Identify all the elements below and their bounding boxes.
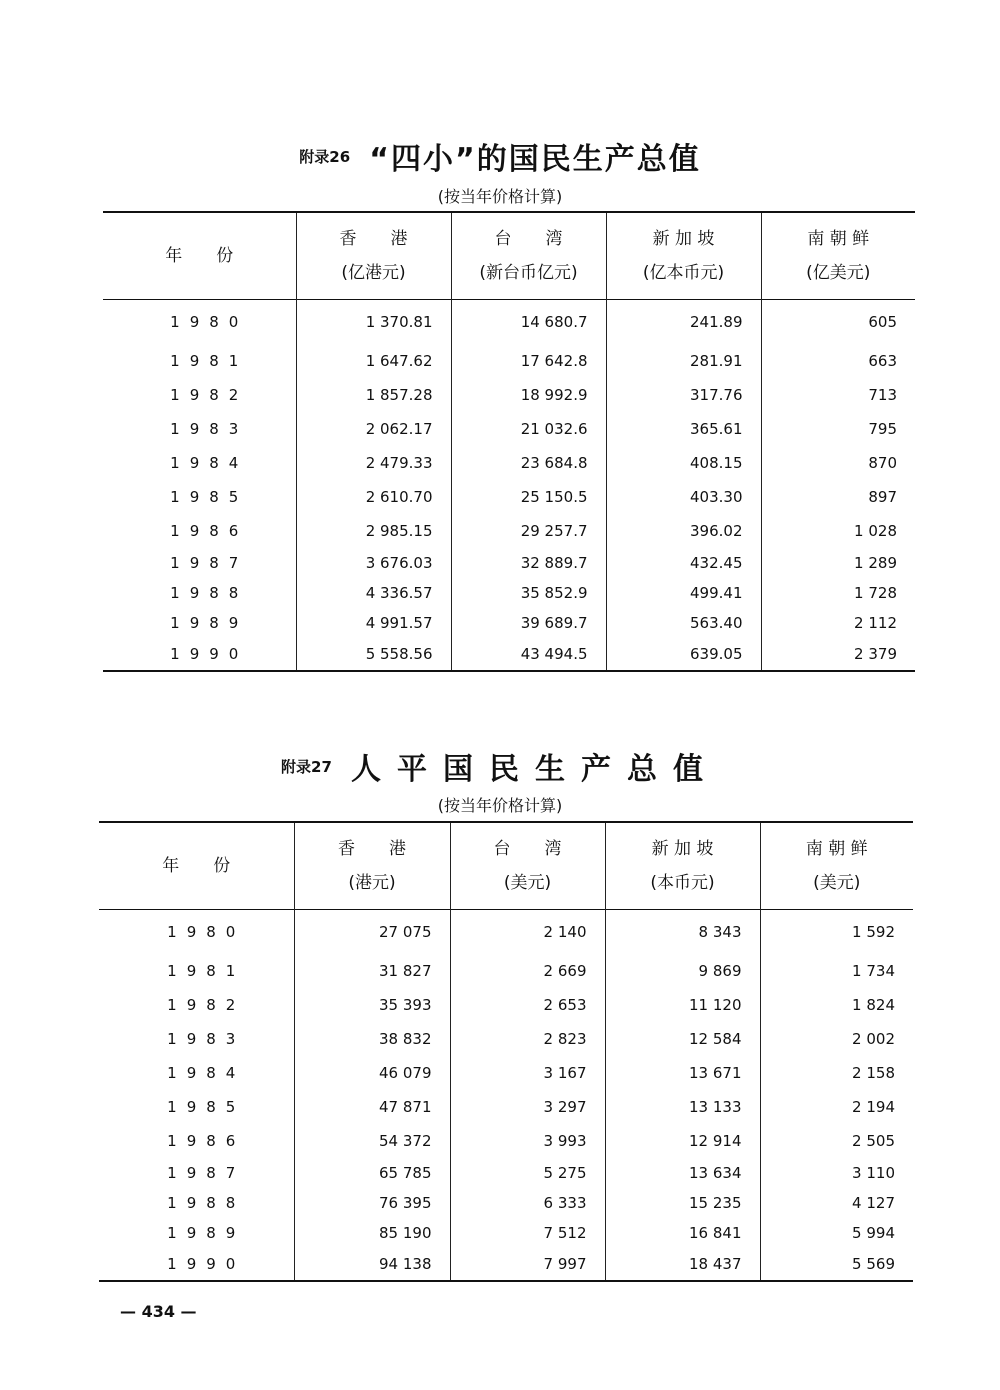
value-cell: 21 032.6: [451, 412, 606, 446]
table-row: [103, 446, 915, 480]
table26-header-name: 年 份: [165, 246, 234, 266]
table-row: [103, 638, 915, 671]
value-cell: 1 370.81: [296, 300, 451, 345]
value-cell: 2 985.15: [296, 514, 451, 548]
table-row: [103, 578, 915, 608]
year-cell: 1981: [167, 962, 246, 980]
table-row: [103, 480, 915, 514]
table-row: [99, 1248, 913, 1281]
table27-header-2: [450, 822, 605, 910]
value-cell: 663: [761, 344, 915, 378]
value-cell: 563.40: [606, 608, 761, 638]
table26-header-4: [761, 212, 915, 300]
table-row: [103, 412, 915, 446]
table26-header-unit: (亿本币元): [642, 263, 725, 283]
value-cell: 2 140: [450, 910, 605, 955]
table-row: [99, 1090, 913, 1124]
table26-title-row: [0, 134, 1000, 178]
value-cell: 2 062.17: [296, 412, 451, 446]
value-cell: 2 194: [760, 1090, 913, 1124]
value-cell: 403.30: [606, 480, 761, 514]
table-row: [99, 1158, 913, 1188]
value-cell: 12 584: [605, 1022, 760, 1056]
table26-header-3: [606, 212, 761, 300]
table26-label: 附录26: [299, 147, 351, 166]
value-cell: 16 841: [605, 1218, 760, 1248]
value-cell: 65 785: [294, 1158, 450, 1188]
value-cell: 39 689.7: [451, 608, 606, 638]
value-cell: 2 112: [761, 608, 915, 638]
value-cell: 5 275: [450, 1158, 605, 1188]
table-row: [99, 1022, 913, 1056]
table27-header-row: [99, 822, 913, 910]
table27-header-name: 新 加 坡: [651, 839, 714, 859]
value-cell: 2 505: [760, 1124, 913, 1158]
value-cell: 3 167: [450, 1056, 605, 1090]
table27-header-name: 香 港: [338, 839, 406, 859]
value-cell: 499.41: [606, 578, 761, 608]
table27-header-unit: (美元): [813, 873, 861, 893]
year-cell: 1990: [170, 645, 249, 663]
value-cell: 18 992.9: [451, 378, 606, 412]
value-cell: 47 871: [294, 1090, 450, 1124]
table27-header-unit: (港元): [348, 873, 396, 893]
table-row: [99, 988, 913, 1022]
value-cell: 13 133: [605, 1090, 760, 1124]
value-cell: 38 832: [294, 1022, 450, 1056]
year-cell: 1985: [170, 488, 249, 506]
value-cell: 365.61: [606, 412, 761, 446]
value-cell: 2 823: [450, 1022, 605, 1056]
table26-subtitle: (按当年价格计算): [437, 187, 563, 206]
value-cell: 15 235: [605, 1188, 760, 1218]
value-cell: 2 002: [760, 1022, 913, 1056]
value-cell: 17 642.8: [451, 344, 606, 378]
value-cell: 18 437: [605, 1248, 760, 1281]
value-cell: 241.89: [606, 300, 761, 345]
table-row: [99, 1188, 913, 1218]
value-cell: 1 028: [761, 514, 915, 548]
value-cell: 1 824: [760, 988, 913, 1022]
table27-header-name: 南 朝 鲜: [805, 839, 868, 859]
value-cell: 29 257.7: [451, 514, 606, 548]
table-row: [103, 300, 915, 345]
value-cell: 4 336.57: [296, 578, 451, 608]
value-cell: 27 075: [294, 910, 450, 955]
table26-header-unit: (亿美元): [806, 263, 871, 283]
value-cell: 1 734: [760, 954, 913, 988]
value-cell: 7 997: [450, 1248, 605, 1281]
value-cell: 8 343: [605, 910, 760, 955]
value-cell: 396.02: [606, 514, 761, 548]
value-cell: 3 110: [760, 1158, 913, 1188]
table26: [103, 211, 915, 672]
value-cell: 5 558.56: [296, 638, 451, 671]
table27-title: 人平国民生产总值: [350, 752, 719, 787]
year-cell: 1983: [170, 420, 249, 438]
value-cell: 1 592: [760, 910, 913, 955]
table26-header-name: 香 港: [339, 229, 408, 249]
table26-header-1: [296, 212, 451, 300]
value-cell: 870: [761, 446, 915, 480]
year-cell: 1989: [167, 1224, 246, 1242]
value-cell: 13 634: [605, 1158, 760, 1188]
value-cell: 35 393: [294, 988, 450, 1022]
value-cell: 12 914: [605, 1124, 760, 1158]
table26-header-name: 新 加 坡: [652, 229, 715, 249]
value-cell: 317.76: [606, 378, 761, 412]
value-cell: 3 676.03: [296, 548, 451, 578]
value-cell: 432.45: [606, 548, 761, 578]
value-cell: 897: [761, 480, 915, 514]
value-cell: 14 680.7: [451, 300, 606, 345]
value-cell: 2 610.70: [296, 480, 451, 514]
value-cell: 1 647.62: [296, 344, 451, 378]
table27: [99, 821, 913, 1282]
year-cell: 1985: [167, 1098, 246, 1116]
value-cell: 2 669: [450, 954, 605, 988]
year-cell: 1988: [167, 1194, 246, 1212]
table27-header-name: 台 湾: [493, 839, 562, 859]
value-cell: 35 852.9: [451, 578, 606, 608]
year-cell: 1984: [170, 454, 249, 472]
year-cell: 1987: [170, 554, 249, 572]
value-cell: 31 827: [294, 954, 450, 988]
value-cell: 4 991.57: [296, 608, 451, 638]
value-cell: 2 158: [760, 1056, 913, 1090]
value-cell: 6 333: [450, 1188, 605, 1218]
value-cell: 13 671: [605, 1056, 760, 1090]
value-cell: 11 120: [605, 988, 760, 1022]
table-row: [103, 548, 915, 578]
table-row: [103, 514, 915, 548]
table-row: [99, 910, 913, 955]
table27-header-unit: (美元): [503, 873, 552, 893]
year-cell: 1980: [170, 313, 249, 331]
value-cell: 713: [761, 378, 915, 412]
value-cell: 2 379: [761, 638, 915, 671]
value-cell: 2 653: [450, 988, 605, 1022]
value-cell: 5 994: [760, 1218, 913, 1248]
table26-body: [103, 300, 915, 672]
table26-header-row: [103, 212, 915, 300]
year-cell: 1989: [170, 614, 249, 632]
table26-header-2: [451, 212, 606, 300]
table26-header-name: 台 湾: [494, 229, 563, 249]
table26-header-unit: (亿港元): [341, 263, 406, 283]
table-row: [103, 378, 915, 412]
value-cell: 43 494.5: [451, 638, 606, 671]
value-cell: 76 395: [294, 1188, 450, 1218]
value-cell: 32 889.7: [451, 548, 606, 578]
year-cell: 1982: [167, 996, 246, 1014]
value-cell: 9 869: [605, 954, 760, 988]
table27-body: [99, 910, 913, 1282]
value-cell: 3 993: [450, 1124, 605, 1158]
year-cell: 1987: [167, 1164, 246, 1182]
table26-header-0: [103, 212, 296, 300]
value-cell: 46 079: [294, 1056, 450, 1090]
value-cell: 54 372: [294, 1124, 450, 1158]
table-row: [99, 1124, 913, 1158]
value-cell: 94 138: [294, 1248, 450, 1281]
value-cell: 85 190: [294, 1218, 450, 1248]
value-cell: 1 289: [761, 548, 915, 578]
year-cell: 1983: [167, 1030, 246, 1048]
year-cell: 1990: [167, 1255, 246, 1273]
year-cell: 1986: [167, 1132, 246, 1150]
table27-label: 附录27: [281, 757, 332, 776]
value-cell: 23 684.8: [451, 446, 606, 480]
page-number: — 434 —: [120, 1302, 197, 1321]
value-cell: 605: [761, 300, 915, 345]
table-row: [103, 608, 915, 638]
table27-header-unit: (本币元): [650, 873, 715, 893]
table27-header-0: [99, 822, 294, 910]
table-row: [99, 954, 913, 988]
table-row: [99, 1218, 913, 1248]
table26-header-unit: (新台币亿元): [479, 263, 578, 283]
table26-header-name: 南 朝 鲜: [807, 229, 870, 249]
table27-title-row: [0, 744, 1000, 788]
value-cell: 3 297: [450, 1090, 605, 1124]
year-cell: 1986: [170, 522, 249, 540]
value-cell: 1 728: [761, 578, 915, 608]
table27-header-3: [605, 822, 760, 910]
table-row: [99, 1056, 913, 1090]
year-cell: 1982: [170, 386, 249, 404]
value-cell: 25 150.5: [451, 480, 606, 514]
table26-title: “四小”的国民生产总值: [369, 142, 701, 177]
year-cell: 1980: [167, 923, 246, 941]
value-cell: 2 479.33: [296, 446, 451, 480]
value-cell: 281.91: [606, 344, 761, 378]
value-cell: 639.05: [606, 638, 761, 671]
table27-header-4: [760, 822, 913, 910]
value-cell: 408.15: [606, 446, 761, 480]
value-cell: 1 857.28: [296, 378, 451, 412]
value-cell: 795: [761, 412, 915, 446]
table27-subtitle: (按当年价格计算): [437, 796, 563, 815]
year-cell: 1984: [167, 1064, 246, 1082]
value-cell: 5 569: [760, 1248, 913, 1281]
table-row: [103, 344, 915, 378]
table27-header-name: 年 份: [162, 856, 231, 876]
value-cell: 7 512: [450, 1218, 605, 1248]
year-cell: 1988: [170, 584, 249, 602]
value-cell: 4 127: [760, 1188, 913, 1218]
table27-header-1: [294, 822, 450, 910]
year-cell: 1981: [170, 352, 249, 370]
